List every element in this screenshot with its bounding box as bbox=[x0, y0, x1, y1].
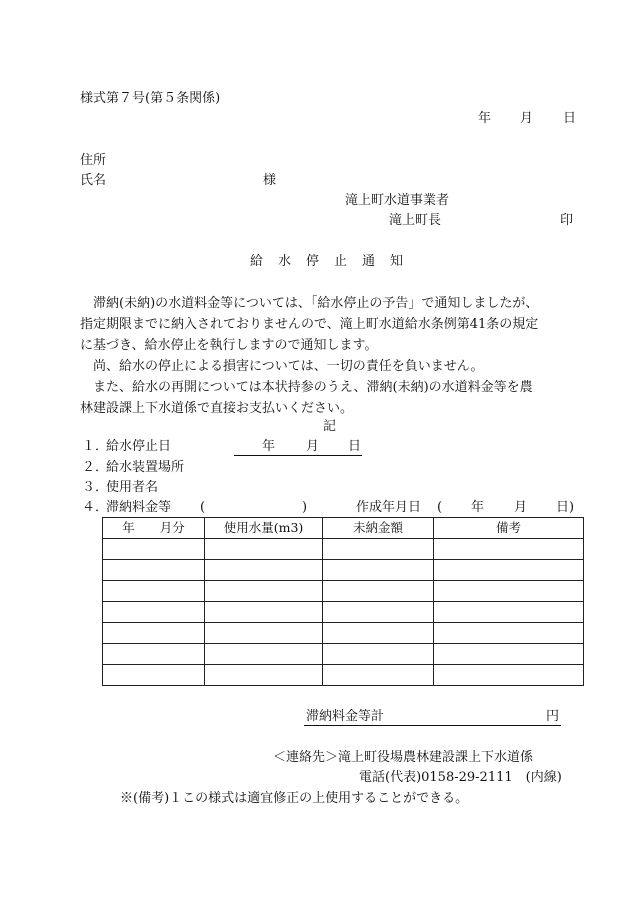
document-title: 給水停止通知 bbox=[250, 254, 419, 269]
table-cell[interactable] bbox=[103, 560, 205, 581]
table-row bbox=[103, 644, 584, 665]
date-month-label: 月 bbox=[520, 111, 534, 126]
table-cell[interactable] bbox=[323, 665, 434, 686]
para2: 尚、給水の停止による損害については、一切の責任を負いません。 bbox=[93, 359, 484, 374]
table-cell[interactable] bbox=[434, 581, 584, 602]
created-day: 日) bbox=[556, 500, 575, 515]
ki-heading: 記 bbox=[323, 419, 337, 434]
table-cell[interactable] bbox=[103, 623, 205, 644]
table-row bbox=[103, 539, 584, 560]
created-month: 月 bbox=[514, 500, 528, 515]
para1-line1: 滞納(未納)の水道料金等については、「給水停止の予告」で通知しましたが、 bbox=[93, 296, 539, 311]
table-cell[interactable] bbox=[205, 623, 323, 644]
table-cell[interactable] bbox=[205, 602, 323, 623]
total-unit: 円 bbox=[546, 709, 560, 724]
table-cell[interactable] bbox=[103, 581, 205, 602]
remarks-note: ※(備考)１この様式は適宜修正の上使用することができる。 bbox=[120, 791, 469, 806]
item3-label: 使用者名 bbox=[106, 480, 159, 495]
item4-paren-close: ) bbox=[302, 500, 308, 515]
sender-org: 滝上町水道事業者 bbox=[345, 193, 450, 208]
form-number: 様式第７号(第５条関係) bbox=[80, 91, 221, 106]
table-row bbox=[103, 602, 584, 623]
seal-mark: 印 bbox=[560, 213, 574, 228]
table-cell[interactable] bbox=[434, 539, 584, 560]
table-cell[interactable] bbox=[323, 644, 434, 665]
table-cell[interactable] bbox=[103, 665, 205, 686]
para1-line2: 指定期限までに納入されておりませんので、滝上町水道給水条例第41条の規定 bbox=[80, 317, 539, 332]
item1-month: 月 bbox=[306, 439, 320, 454]
table-cell[interactable] bbox=[434, 623, 584, 644]
table-row bbox=[103, 623, 584, 644]
table-cell[interactable] bbox=[323, 602, 434, 623]
created-paren-open: ( bbox=[437, 500, 443, 515]
col-header-remarks: 備考 bbox=[434, 518, 584, 539]
total-underline bbox=[304, 725, 561, 726]
table-cell[interactable] bbox=[323, 623, 434, 644]
contact-line1: ＜連絡先＞滝上町役場農林建設課上下水道係 bbox=[273, 750, 534, 765]
table-cell[interactable] bbox=[103, 602, 205, 623]
table-cell[interactable] bbox=[434, 644, 584, 665]
table-cell[interactable] bbox=[434, 560, 584, 581]
table-cell[interactable] bbox=[323, 581, 434, 602]
item1-label: 給水停止日 bbox=[106, 439, 172, 454]
table-row bbox=[103, 581, 584, 602]
table-cell[interactable] bbox=[323, 539, 434, 560]
table-cell[interactable] bbox=[323, 560, 434, 581]
date-year-label: 年 bbox=[478, 111, 492, 126]
table-cell[interactable] bbox=[434, 665, 584, 686]
total-label: 滞納料金等計 bbox=[306, 709, 385, 724]
item3-num: ３． bbox=[82, 480, 109, 495]
table-cell[interactable] bbox=[205, 665, 323, 686]
notice-body bbox=[80, 293, 585, 419]
item4-num: ４． bbox=[82, 500, 109, 515]
item2-num: ２． bbox=[82, 460, 109, 475]
item1-day: 日 bbox=[348, 439, 362, 454]
date-day-label: 日 bbox=[563, 111, 577, 126]
item2-label: 給水装置場所 bbox=[106, 460, 185, 475]
table-cell[interactable] bbox=[205, 539, 323, 560]
item1-num: １． bbox=[82, 439, 109, 454]
item4-label: 滞納料金等 bbox=[106, 500, 172, 515]
table-row bbox=[103, 665, 584, 686]
sender-title: 滝上町長 bbox=[389, 213, 442, 228]
item1-underline bbox=[234, 455, 362, 456]
table-cell[interactable] bbox=[103, 539, 205, 560]
item4-paren-open: ( bbox=[200, 500, 206, 515]
name-label: 氏名 bbox=[80, 173, 107, 188]
arrears-table bbox=[102, 517, 584, 686]
address-label: 住所 bbox=[80, 153, 107, 168]
table-header-row bbox=[103, 518, 584, 539]
para1-line3: に基づき、給水停止を執行しますので通知します。 bbox=[80, 338, 378, 353]
table-cell[interactable] bbox=[205, 560, 323, 581]
created-date-label: 作成年月日 bbox=[356, 500, 422, 515]
col-header-usage: 使用水量(m3) bbox=[205, 518, 323, 539]
col-header-month: 年 月分 bbox=[103, 518, 205, 539]
item1-year: 年 bbox=[262, 439, 276, 454]
para3-line1: また、給水の再開については本状持参のうえ、滞納(未納)の水道料金等を農 bbox=[93, 380, 533, 395]
table-cell[interactable] bbox=[205, 644, 323, 665]
table-cell[interactable] bbox=[205, 581, 323, 602]
honorific: 様 bbox=[263, 173, 277, 188]
table-row bbox=[103, 560, 584, 581]
col-header-unpaid: 未納金額 bbox=[323, 518, 434, 539]
contact-phone: 電話(代表)0158-29-2111 (内線) bbox=[359, 770, 562, 785]
created-year: 年 bbox=[471, 500, 485, 515]
table-cell[interactable] bbox=[103, 644, 205, 665]
para3-line2: 林建設課上下水道係で直接お支払いください。 bbox=[80, 401, 354, 416]
table-cell[interactable] bbox=[434, 602, 584, 623]
